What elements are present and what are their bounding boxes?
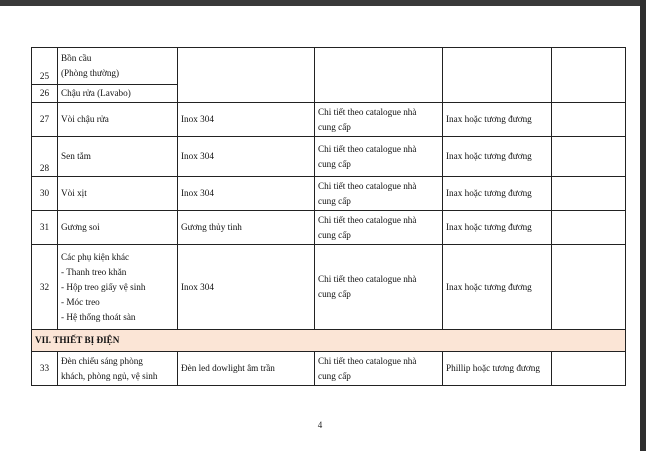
row-number: 27: [32, 103, 58, 137]
spec-cell: [315, 211, 443, 245]
spec-cell: [315, 245, 443, 330]
material-cell: Inox 304: [178, 103, 315, 137]
material-cell: [178, 48, 315, 103]
brand-cell: Inax hoặc tương đương: [443, 137, 552, 177]
item-name: Sen tắm: [58, 137, 178, 177]
item-name-line: (Phòng thường): [61, 68, 120, 78]
brand-cell: Inax hoặc tương đương: [443, 211, 552, 245]
table-row: [32, 352, 626, 386]
row-number: 28: [32, 137, 58, 177]
item-name: Gương soi: [58, 211, 178, 245]
spec-cell: [315, 103, 443, 137]
row-number: 25: [32, 48, 58, 85]
table-row: [32, 137, 626, 177]
note-cell: [552, 137, 626, 177]
material-cell: Inox 304: [178, 137, 315, 177]
table-row: [32, 245, 626, 330]
item-name: [58, 245, 178, 330]
item-name: [58, 48, 178, 85]
item-name-line: Bồn cầu: [61, 53, 92, 63]
brand-cell: Inax hoặc tương đương: [443, 103, 552, 137]
material-cell: Đèn led dowlight âm trần: [178, 352, 315, 386]
note-cell: [552, 352, 626, 386]
material-cell: Inox 304: [178, 245, 315, 330]
spec-cell: [315, 352, 443, 386]
section-title: VII. THIẾT BỊ ĐIỆN: [32, 330, 626, 352]
spec-line: cung cấp: [318, 158, 351, 169]
spec-line: cung cấp: [318, 370, 351, 381]
item-name-line: - Hệ thống thoát sàn: [61, 311, 136, 322]
row-number: 26: [32, 85, 58, 103]
item-name: [58, 352, 178, 386]
spec-cell: [315, 137, 443, 177]
item-name-line: khách, phòng ngủ, vệ sinh: [61, 370, 158, 381]
spec-line: Chi tiết theo catalogue nhà: [318, 274, 417, 284]
spec-cell: [315, 48, 443, 103]
brand-cell: Inax hoặc tương đương: [443, 177, 552, 211]
item-name-line: - Móc treo: [61, 296, 100, 307]
item-name: Vòi chậu rửa: [58, 103, 178, 137]
table-row: [32, 48, 626, 85]
item-name: Vòi xịt: [58, 177, 178, 211]
row-number: 33: [32, 352, 58, 386]
item-name-line: - Hộp treo giấy vệ sinh: [61, 281, 146, 292]
viewer-background: [640, 0, 646, 451]
page-number: 4: [317, 420, 323, 430]
item-name-line: Các phụ kiện khác: [61, 251, 130, 262]
spec-line: cung cấp: [318, 121, 351, 132]
brand-cell: Phillip hoặc tương đương: [443, 352, 552, 386]
note-cell: [552, 48, 626, 103]
brand-cell: Inax hoặc tương đương: [443, 245, 552, 330]
spec-line: Chi tiết theo catalogue nhà: [318, 214, 417, 225]
spec-line: Chi tiết theo catalogue nhà: [318, 106, 417, 117]
spec-line: cung cấp: [318, 229, 351, 240]
material-cell: Gương thủy tinh: [178, 211, 315, 245]
brand-cell: [443, 48, 552, 103]
item-name-line: - Thanh treo khăn: [61, 266, 127, 277]
material-cell: Inox 304: [178, 177, 315, 211]
spec-line: cung cấp: [318, 289, 351, 299]
spec-line: Chi tiết theo catalogue nhà: [318, 355, 417, 366]
spec-cell: [315, 177, 443, 211]
note-cell: [552, 211, 626, 245]
table-row: [32, 103, 626, 137]
equipment-table: [31, 47, 626, 386]
section-header-row: [32, 330, 626, 352]
note-cell: [552, 177, 626, 211]
row-number: 31: [32, 211, 58, 245]
item-name-line: Đèn chiếu sáng phòng: [61, 355, 143, 366]
note-cell: [552, 245, 626, 330]
table-row: [32, 211, 626, 245]
table-row: [32, 177, 626, 211]
spec-line: cung cấp: [318, 195, 351, 206]
note-cell: [552, 103, 626, 137]
row-number: 30: [32, 177, 58, 211]
spec-line: Chi tiết theo catalogue nhà: [318, 143, 417, 154]
row-number: 32: [32, 245, 58, 330]
spec-line: Chi tiết theo catalogue nhà: [318, 180, 417, 191]
item-name: Chậu rửa (Lavabo): [58, 85, 178, 103]
